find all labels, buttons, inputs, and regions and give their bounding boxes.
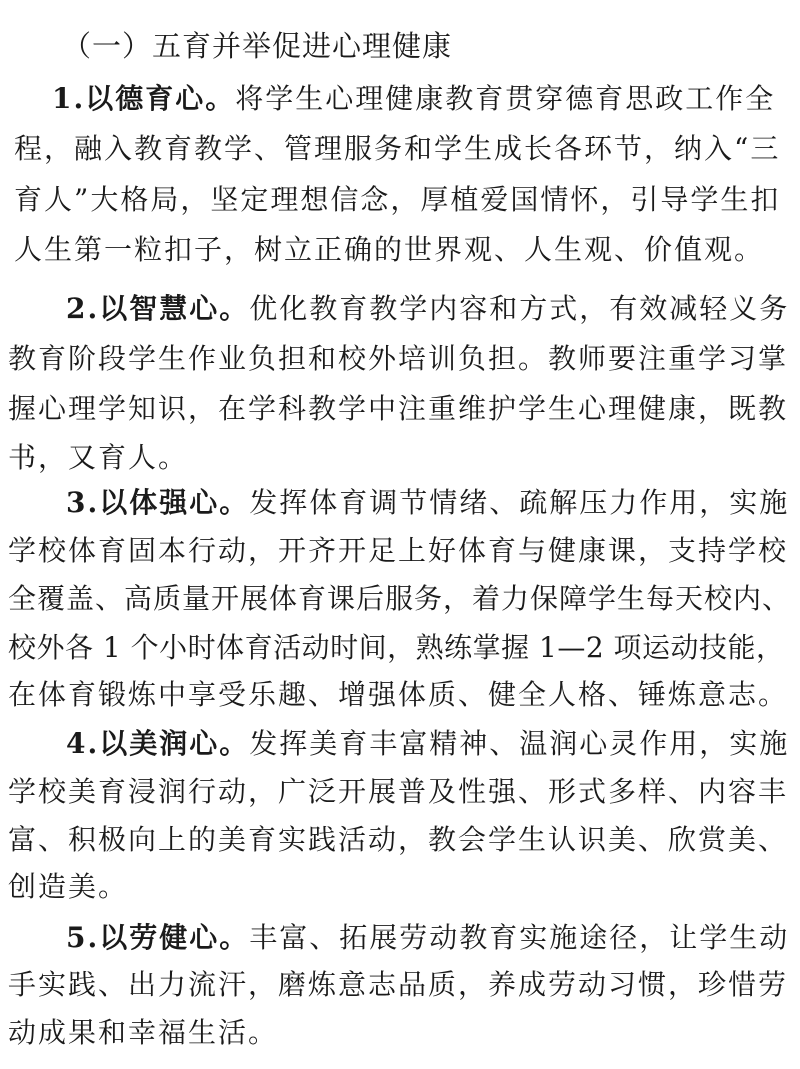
paragraph-1-text: 将学生心理健康教育贯穿德育思政工作全: [235, 82, 776, 115]
paragraph-3-line-4: 校外各 1 个小时体育活动时间，熟练掌握 1—2 项运动技能，: [8, 631, 785, 664]
paragraph-4-line-1: [66, 724, 789, 764]
paragraph-4-line-2: 学校美育浸润行动，广泛开展普及性强、形式多样、内容丰: [8, 775, 789, 808]
paragraph-4-line-4: 创造美。: [8, 870, 129, 903]
paragraph-2-line-3: 握心理学知识，在学科教学中注重维护学生心理健康，既教: [8, 392, 789, 425]
paragraph-2-line-2: 教育阶段学生作业负担和校外培训负担。教师要注重学习掌: [8, 342, 789, 375]
paragraph-3-line-1: [66, 483, 789, 523]
paragraph-1-line-2: 程，融入教育教学、管理服务和学生成长各环节，纳入“三: [14, 132, 781, 165]
paragraph-2-line-4: 书，又育人。: [8, 441, 189, 474]
paragraph-1-lead: 1.以德育心。: [52, 82, 236, 115]
paragraph-3-lead: 3.以体强心。: [66, 486, 250, 519]
paragraph-4-lead: 4.以美润心。: [66, 727, 250, 760]
paragraph-1-line-4: 人生第一粒扣子，树立正确的世界观、人生观、价值观。: [14, 233, 765, 266]
paragraph-3-line-3: 全覆盖、高质量开展体育课后服务，着力保障学生每天校内、: [8, 582, 792, 615]
paragraph-5-line-3: 动成果和幸福生活。: [8, 1016, 279, 1049]
paragraph-1-line-1: [52, 79, 775, 119]
paragraph-2-lead: 2.以智慧心。: [66, 292, 250, 325]
paragraph-5-line-1: [66, 918, 789, 958]
paragraph-3-line-5: 在体育锻炼中享受乐趣、增强体质、健全人格、锤炼意志。: [8, 678, 789, 711]
paragraph-1-line-3: 育人”大格局，坚定理想信念，厚植爱国情怀，引导学生扣: [14, 183, 781, 216]
paragraph-5-line-2: 手实践、出力流汗，磨炼意志品质，养成劳动习惯，珍惜劳: [8, 968, 789, 1001]
paragraph-3-text: 发挥体育调节情绪、疏解压力作用，实施: [249, 486, 790, 519]
paragraph-5-lead: 5.以劳健心。: [66, 921, 250, 954]
paragraph-5-text: 丰富、拓展劳动教育实施途径，让学生动: [249, 921, 790, 954]
paragraph-2-text: 优化教育教学内容和方式，有效减轻义务: [249, 292, 790, 325]
paragraph-4-text: 发挥美育丰富精神、温润心灵作用，实施: [249, 727, 790, 760]
section-heading: （一）五育并举促进心理健康: [62, 29, 453, 63]
paragraph-3-line-2: 学校体育固本行动，开齐开足上好体育与健康课，支持学校: [8, 534, 789, 567]
paragraph-2-line-1: [66, 289, 789, 329]
paragraph-4-line-3: 富、积极向上的美育实践活动，教会学生认识美、欣赏美、: [8, 823, 789, 856]
